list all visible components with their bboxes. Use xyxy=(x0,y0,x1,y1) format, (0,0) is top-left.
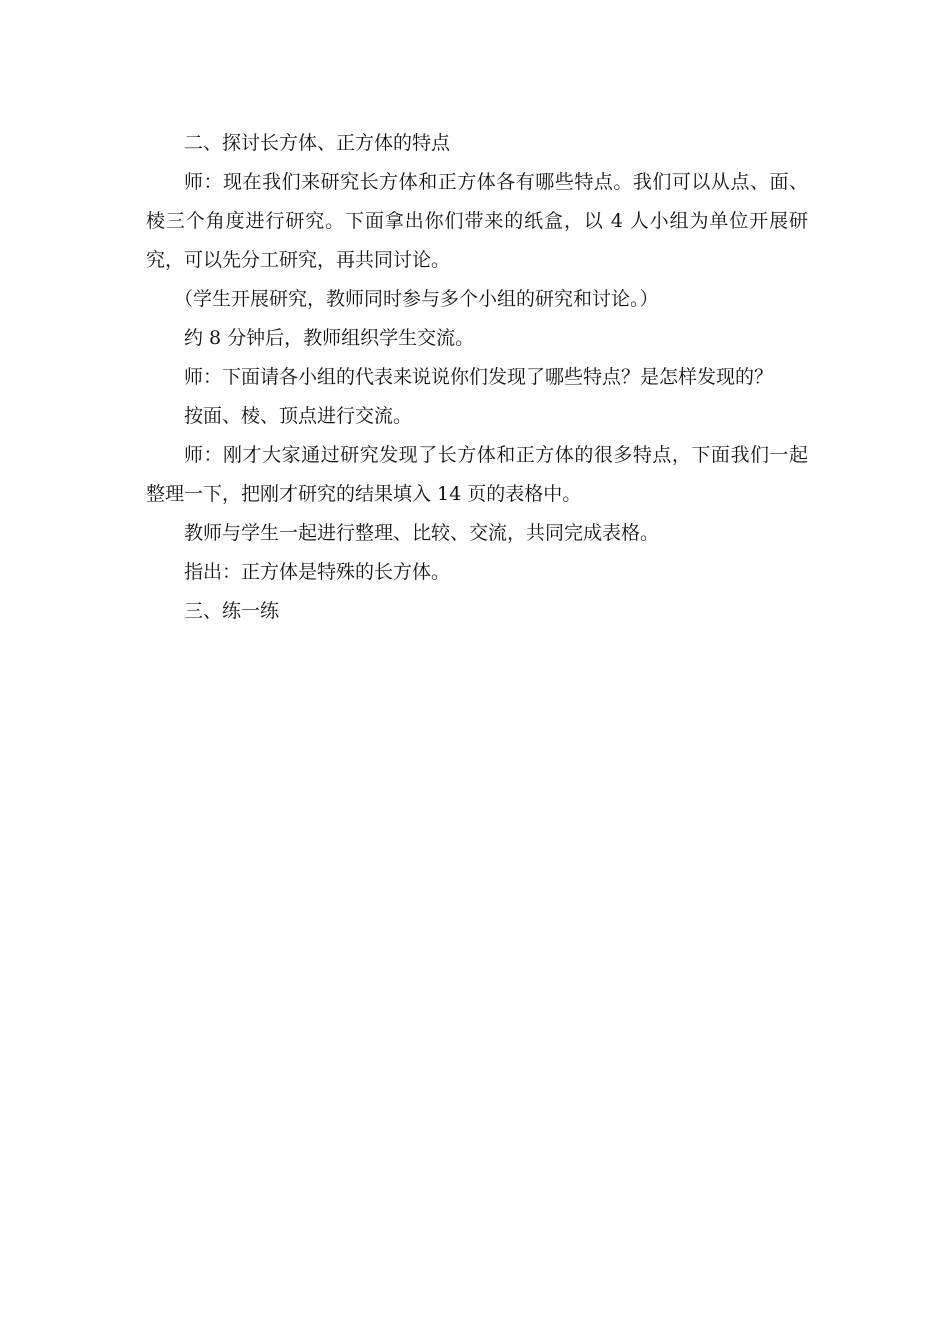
section-heading-explore: 二、探讨长方体、正方体的特点 xyxy=(184,132,451,154)
conclusion-paragraph: 指出：正方体是特殊的长方体。 xyxy=(184,561,451,583)
document-body xyxy=(146,124,808,631)
time-note-paragraph: 约 8 分钟后，教师组织学生交流。 xyxy=(184,327,475,349)
teacher-question-paragraph: 师：下面请各小组的代表来说说你们发现了哪些特点？是怎样发现的？ xyxy=(184,366,774,388)
teacher-summary-paragraph: 师：刚才大家通过研究发现了长方体和正方体的很多特点，下面我们一起整理一下，把刚才研究的结果填入 14 页的表格中。 xyxy=(146,444,808,505)
table-completion-paragraph: 教师与学生一起进行整理、比较、交流，共同完成表格。 xyxy=(184,522,660,544)
exchange-note-paragraph: 按面、棱、顶点进行交流。 xyxy=(184,405,413,427)
section-heading-practice: 三、练一练 xyxy=(184,600,280,622)
classroom-note-paragraph: （学生开展研究，教师同时参与多个小组的研究和讨论。） xyxy=(174,288,659,310)
teacher-instruction-paragraph: 师：现在我们来研究长方体和正方体各有哪些特点。我们可以从点、面、棱三个角度进行研究。下面拿出你们带来的纸盒，以 4 人小组为单位开展研究，可以先分工研究，再共同讨论。 xyxy=(146,171,808,271)
